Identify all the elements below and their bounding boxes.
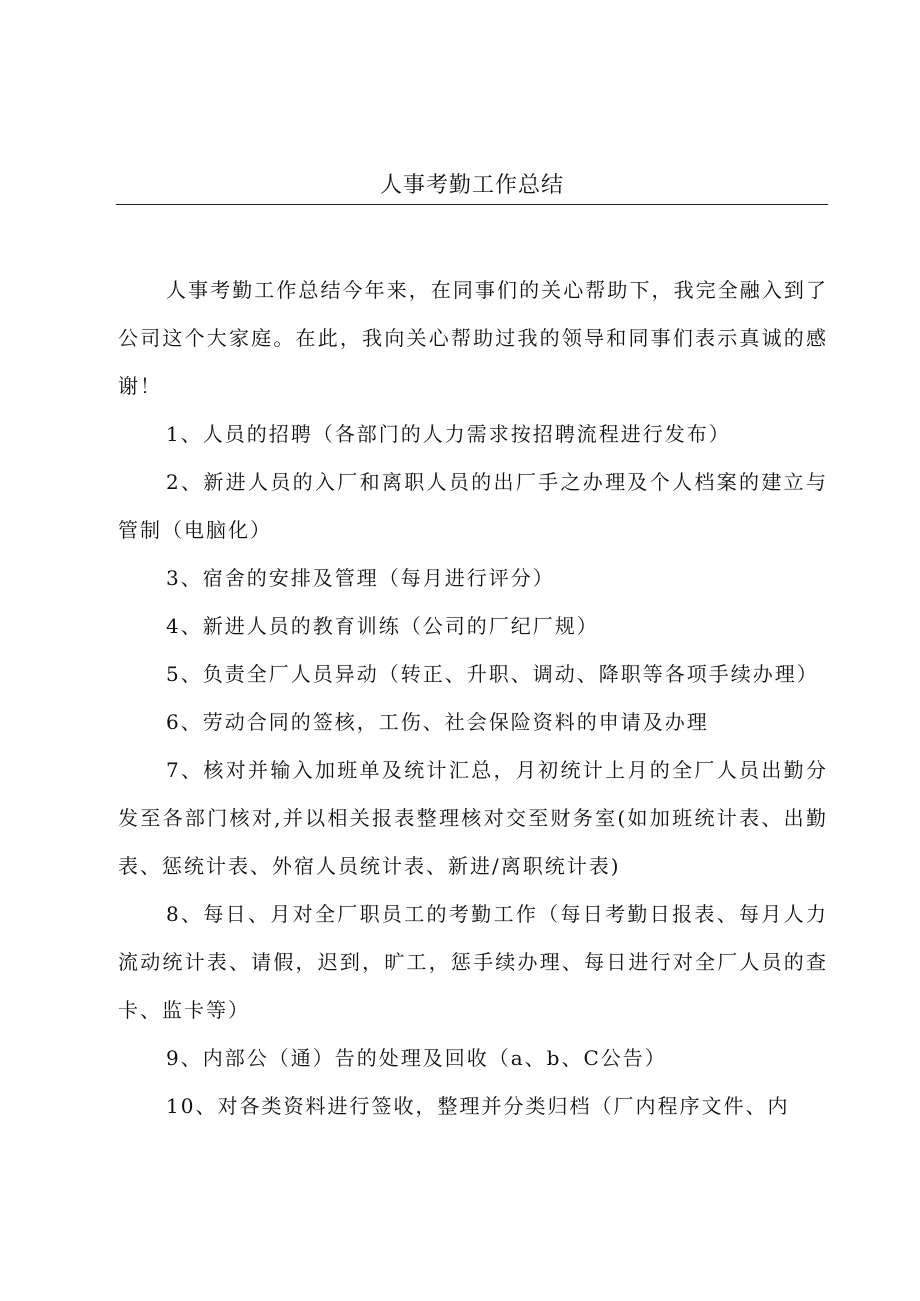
intro-paragraph: 人事考勤工作总结今年来，在同事们的关心帮助下，我完全融入到了公司这个大家庭。在此，我向关心帮助过我的领导和同事们表示真诚的感谢！ [118,278,828,398]
list-item: 8、每日、月对全厂职员工的考勤工作（每日考勤日报表、每月人力流动统计表、请假，迟到，旷工，惩手续办理、每日进行对全厂人员的查卡、监卡等） [118,902,828,1022]
list-item: 3、宿舍的安排及管理（每月进行评分） [166,566,555,590]
document-body [118,266,828,1130]
document-header [116,168,828,205]
list-item: 4、新进人员的教育训练（公司的厂纪厂规） [166,614,599,638]
document-title: 人事考勤工作总结 [379,173,564,198]
list-item: 10、对各类资料进行签收，整理并分类归档（厂内程序文件、内 [166,1094,790,1118]
list-item: 9、内部公（通）告的处理及回收（a、b、C公告） [166,1046,667,1070]
list-item: 5、负责全厂人员异动（转正、升职、调动、降职等各项手续办理） [166,662,819,686]
list-item: 7、核对并输入加班单及统计汇总，月初统计上月的全厂人员出勤分发至各部门核对,并以相关报表整理核对交至财务室(如加班统计表、出勤表、惩统计表、外宿人员统计表、新进/离职统计表) [118,758,828,878]
list-item: 2、新进人员的入厂和离职人员的出厂手之办理及个人档案的建立与管制（电脑化） [118,470,828,542]
list-item: 6、劳动合同的签核，工伤、社会保险资料的申请及办理 [166,710,709,734]
list-item: 1、人员的招聘（各部门的人力需求按招聘流程进行发布） [166,422,731,446]
